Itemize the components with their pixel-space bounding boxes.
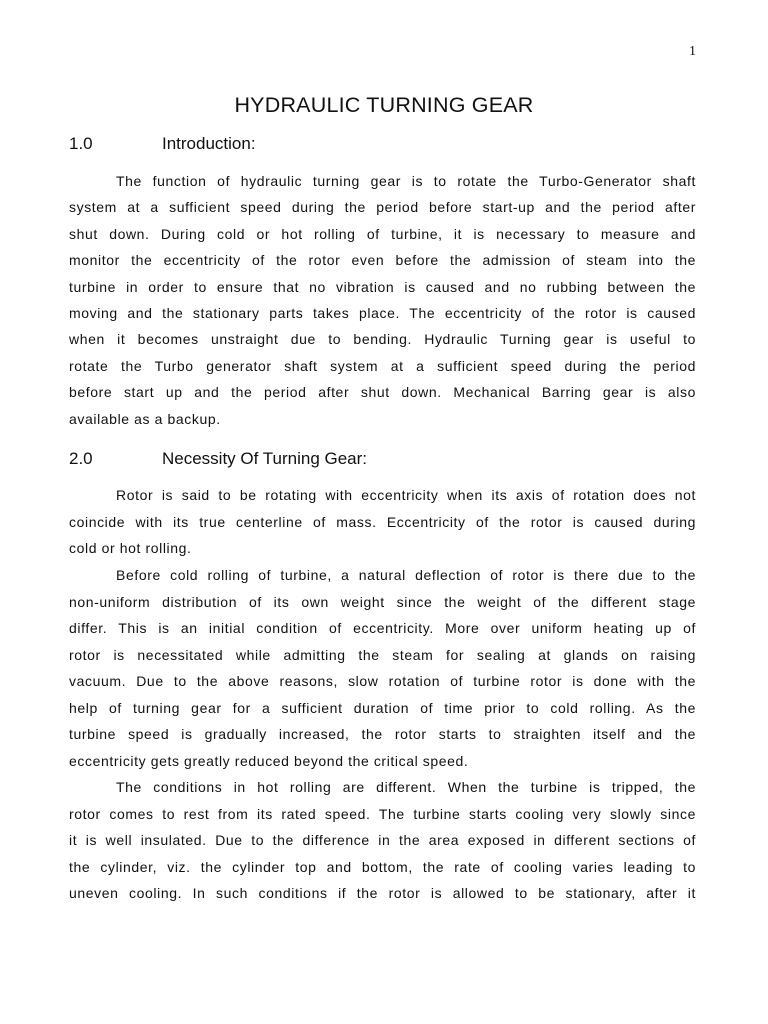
section-1-title: Introduction: (162, 134, 256, 153)
text-line: coincide with its true centerline of mass. Eccentricity of the rotor is caused during (69, 513, 696, 530)
page-number: 1 (689, 44, 696, 59)
text-line: turbine in order to ensure that no vibration is caused and no rubbing between the (69, 278, 696, 295)
section-2-title: Necessity Of Turning Gear: (162, 449, 368, 468)
text-line: The conditions in hot rolling are different. When the turbine is tripped, the (116, 779, 696, 795)
text-line: rotor is necessitated while admitting the steam for sealing at glands on raising (69, 646, 696, 663)
text-line: it is well insulated. Due to the difference in the area exposed in different sections of (69, 832, 696, 848)
text-line: system at a sufficient speed during the period before start-up and the period after (69, 199, 696, 216)
text-line: the cylinder, viz. the cylinder top and bottom, the rate of cooling varies leading to (69, 858, 696, 875)
text-line: rotate the Turbo generator shaft system at a sufficient speed during the period (69, 357, 696, 374)
text-line: vacuum. Due to the above reasons, slow rotation of turbine rotor is done with the (69, 673, 696, 689)
section-2-heading (69, 449, 709, 473)
text-line: non-uniform distribution of its own weight since the weight of the different stage (69, 593, 696, 610)
text-line: monitor the eccentricity of the rotor even before the admission of steam into the (69, 252, 696, 269)
section-1-number: 1.0 (69, 134, 93, 153)
text-line: Before cold rolling of turbine, a natural deflection of rotor is there due to the (116, 567, 696, 583)
text-line: available as a backup. (69, 410, 221, 427)
text-line: differ. This is an initial condition of eccentricity. More over uniform heating up of (69, 620, 696, 636)
text-line: cold or hot rolling. (69, 540, 192, 556)
text-line: turbine speed is gradually increased, the rotor starts to straighten itself and the (69, 726, 696, 742)
text-line: when it becomes unstraight due to bending. Hydraulic Turning gear is useful to (69, 331, 696, 348)
text-line: The function of hydraulic turning gear is to rotate the Turbo-Generator shaft (116, 173, 696, 189)
text-line: eccentricity gets greatly reduced beyond the critical speed. (69, 752, 469, 769)
text-line: uneven cooling. In such conditions if the rotor is allowed to be stationary, after it (69, 885, 696, 901)
section-2-number: 2.0 (69, 449, 93, 468)
text-line: before start up and the period after shut down. Mechanical Barring gear is also (69, 384, 696, 401)
text-line: moving and the stationary parts takes place. The eccentricity of the rotor is caused (69, 305, 696, 321)
document-title: HYDRAULIC TURNING GEAR (234, 93, 534, 117)
text-line: help of turning gear for a sufficient duration of time prior to cold rolling. As the (69, 699, 696, 716)
text-line: Rotor is said to be rotating with eccentricity when its axis of rotation does not (116, 487, 696, 503)
section-1-heading (69, 134, 709, 158)
text-line: shut down. During cold or hot rolling of turbine, it is necessary to measure and (69, 225, 696, 242)
text-line: rotor comes to rest from its rated speed. The turbine starts cooling very slowly since (69, 805, 696, 822)
